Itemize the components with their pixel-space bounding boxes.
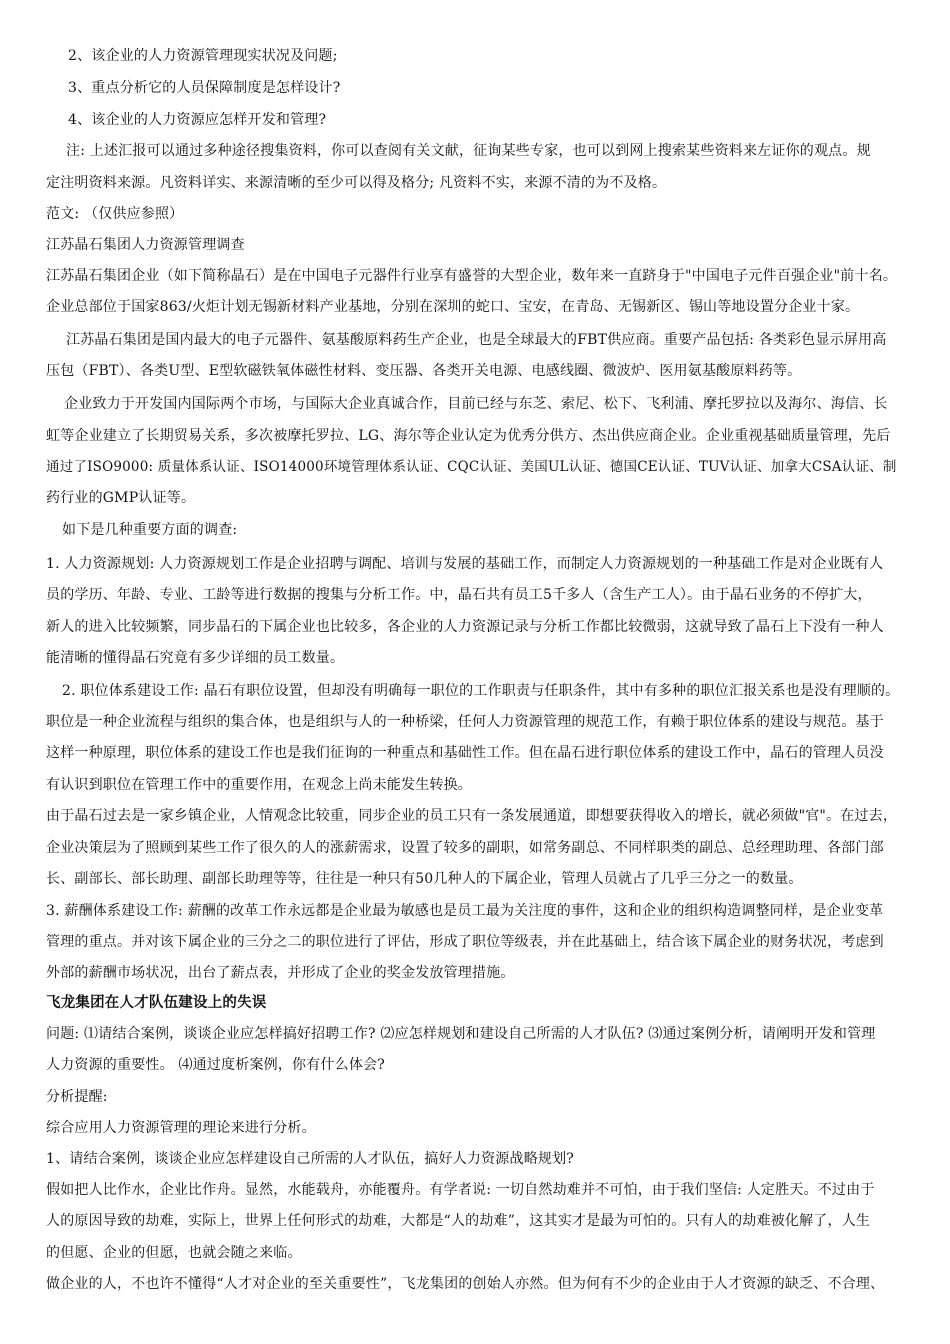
text-line: 员的学历、年龄、专业、工龄等进行数据的搜集与分析工作。中，晶石共有员工5千多人（含生产工人）。由于晶石业务的不停扩大，: [46, 587, 872, 603]
text-line: 注: 上述汇报可以通过多种途径搜集资料，你可以查阅有关文献，征询某些专家，也可以到网上搜索某些资料来左证你的观点。规: [66, 143, 871, 159]
text-line: 能清晰的懂得晶石究竟有多少详细的员工数量。: [46, 650, 345, 666]
text-line: 江苏晶石集团是国内最大的电子元器件、氨基酸原料药生产企业，也是全球最大的FBT供应商。重要产品包括: 各类彩色显示屏用高: [66, 332, 887, 348]
section-heading: 飞龙集团在人才队伍建设上的失误: [46, 995, 267, 1011]
text-line: 1. 人力资源规划: 人力资源规划工作是企业招聘与调配、培训与发展的基础工作，而制定人力资源规划的一种基础工作是对企业既有人: [46, 556, 884, 572]
text-line: 江苏晶石集团人力资源管理调查: [46, 237, 245, 253]
text-line: 3. 薪酬体系建设工作: 薪酬的改革工作永远都是企业最为敏感也是员工最为关注度的事件，这和企业的组织构造调整同样，是企业变革: [46, 903, 884, 919]
text-line: 假如把人比作水，企业比作舟。显然，水能载舟，亦能覆舟。有学者说: 一切自然劫难并不可怕，由于我们坚信: 人定胜天。不过由于: [46, 1182, 875, 1198]
text-line: 定注明资料来源。凡资料详实、来源清晰的至少可以得及格分; 凡资料不实，来源不清的为不及格。: [46, 175, 667, 191]
text-line: 分析提醒:: [46, 1089, 108, 1105]
text-line: 这样一种原理，职位体系的建设工作也是我们征询的一种重点和基础性工作。但在晶石进行职位体系的建设工作中，晶石的管理人员没: [46, 745, 884, 761]
text-line: 有认识到职位在管理工作中的重要作用，在观念上尚未能发生转换。: [46, 777, 472, 793]
text-line: 2. 职位体系建设工作: 晶石有职位设置，但却没有明确每一职位的工作职责与任职条件，其中有多种的职位汇报关系也是没有理顺的。: [62, 683, 900, 699]
text-line: 企业决策层为了照顾到某些工作了很久的人的涨薪需求，设置了较多的副职，如常务副总、不同样职类的副总、总经理助理、各部门部: [46, 840, 884, 856]
text-line: 企业致力于开发国内国际两个市场，与国际大企业真诚合作，目前已经与东芝、索尼、松下、飞利浦、摩托罗拉以及海尔、海信、长: [64, 396, 888, 412]
text-line: 压包（FBT）、各类U型、E型软磁铁氧体磁性材料、变压器、各类开关电源、电感线圈、微波炉、医用氨基酸原料药等。: [46, 363, 802, 379]
text-line: 外部的薪酬市场状况，出台了薪点表，并形成了企业的奖金发放管理措施。: [46, 965, 515, 981]
text-line: 通过了ISO9000: 质量体系认证、ISO14000环境管理体系认证、CQC认证、美国UL认证、德国CE认证、TUV认证、加拿大CSA认证、制: [46, 459, 897, 475]
text-line: 虹等企业建立了长期贸易关系，多次被摩托罗拉、LG、海尔等企业认定为优秀分供方、杰出供应商企业。企业重视基础质量管理，先后: [46, 428, 891, 444]
text-line: 如下是几种重要方面的调查:: [62, 522, 238, 538]
text-line: 职位是一种企业流程与组织的集合体，也是组织与人的一种桥梁，任何人力资源管理的规范工作，有赖于职位体系的建设与规范。基于: [46, 714, 884, 730]
text-line: 3、重点分析它的人员保障制度是怎样设计?: [68, 80, 341, 96]
text-line: 做企业的人，不也许不懂得“人才对企业的至关重要性”，飞龙集团的创始人亦然。但为何有不少的企业由于人才资源的缺乏、不合理、: [46, 1276, 885, 1292]
text-line: 人力资源的重要性。 ⑷通过度析案例，你有什么体会?: [46, 1057, 385, 1073]
text-line: 管理的重点。并对该下属企业的三分之二的职位进行了评估，形成了职位等级表，并在此基础上，结合该下属企业的财务状况，考虑到: [46, 934, 884, 950]
text-line: 企业总部位于国家863/火炬计划无锡新材料产业基地，分别在深圳的蛇口、宝安，在青岛、无锡新区、锡山等地设置分企业十家。: [46, 299, 860, 315]
text-line: 由于晶石过去是一家乡镇企业，人情观念比较重，同步企业的员工只有一条发展通道，即想要获得收入的增长，就必须做"官"。在过去，: [46, 808, 898, 824]
text-line: 2、该企业的人力资源管理现实状况及问题;: [68, 48, 338, 64]
text-line: 的但愿、企业的但愿，也就会随之来临。: [46, 1245, 302, 1261]
text-line: 人的原因导致的劫难，实际上，世界上任何形式的劫难，大都是“人的劫难”，这其实才是最为可怕的。只有人的劫难被化解了，人生: [46, 1213, 871, 1229]
text-line: 长、副部长、部长助理、副部长助理等等，往往是一种只有50几种人的下属企业，管理人员就占了几乎三分之一的数量。: [46, 871, 803, 887]
text-line: 江苏晶石集团企业（如下简称晶石）是在中国电子元器件行业享有盛誉的大型企业，数年来一直跻身于"中国电子元件百强企业"前十名。: [46, 268, 898, 284]
text-line: 范文: （仅供应参照）: [46, 206, 184, 222]
text-line: 新人的进入比较频繁，同步晶石的下属企业也比较多，各企业的人力资源记录与分析工作都比较微弱，这就导致了晶石上下没有一种人: [46, 619, 884, 635]
text-line: 问题: ⑴请结合案例，谈谈企业应怎样搞好招聘工作? ⑵应怎样规划和建设自己所需的人才队伍? ⑶通过案例分析，请阐明开发和管理: [46, 1026, 876, 1042]
text-line: 4、该企业的人力资源应怎样开发和管理?: [68, 112, 327, 128]
text-line: 药行业的GMP认证等。: [46, 490, 196, 506]
text-line: 1、请结合案例，谈谈企业应怎样建设自己所需的人才队伍，搞好人力资源战略规划?: [46, 1151, 575, 1167]
text-line: 综合应用人力资源管理的理论来进行分析。: [46, 1120, 316, 1136]
